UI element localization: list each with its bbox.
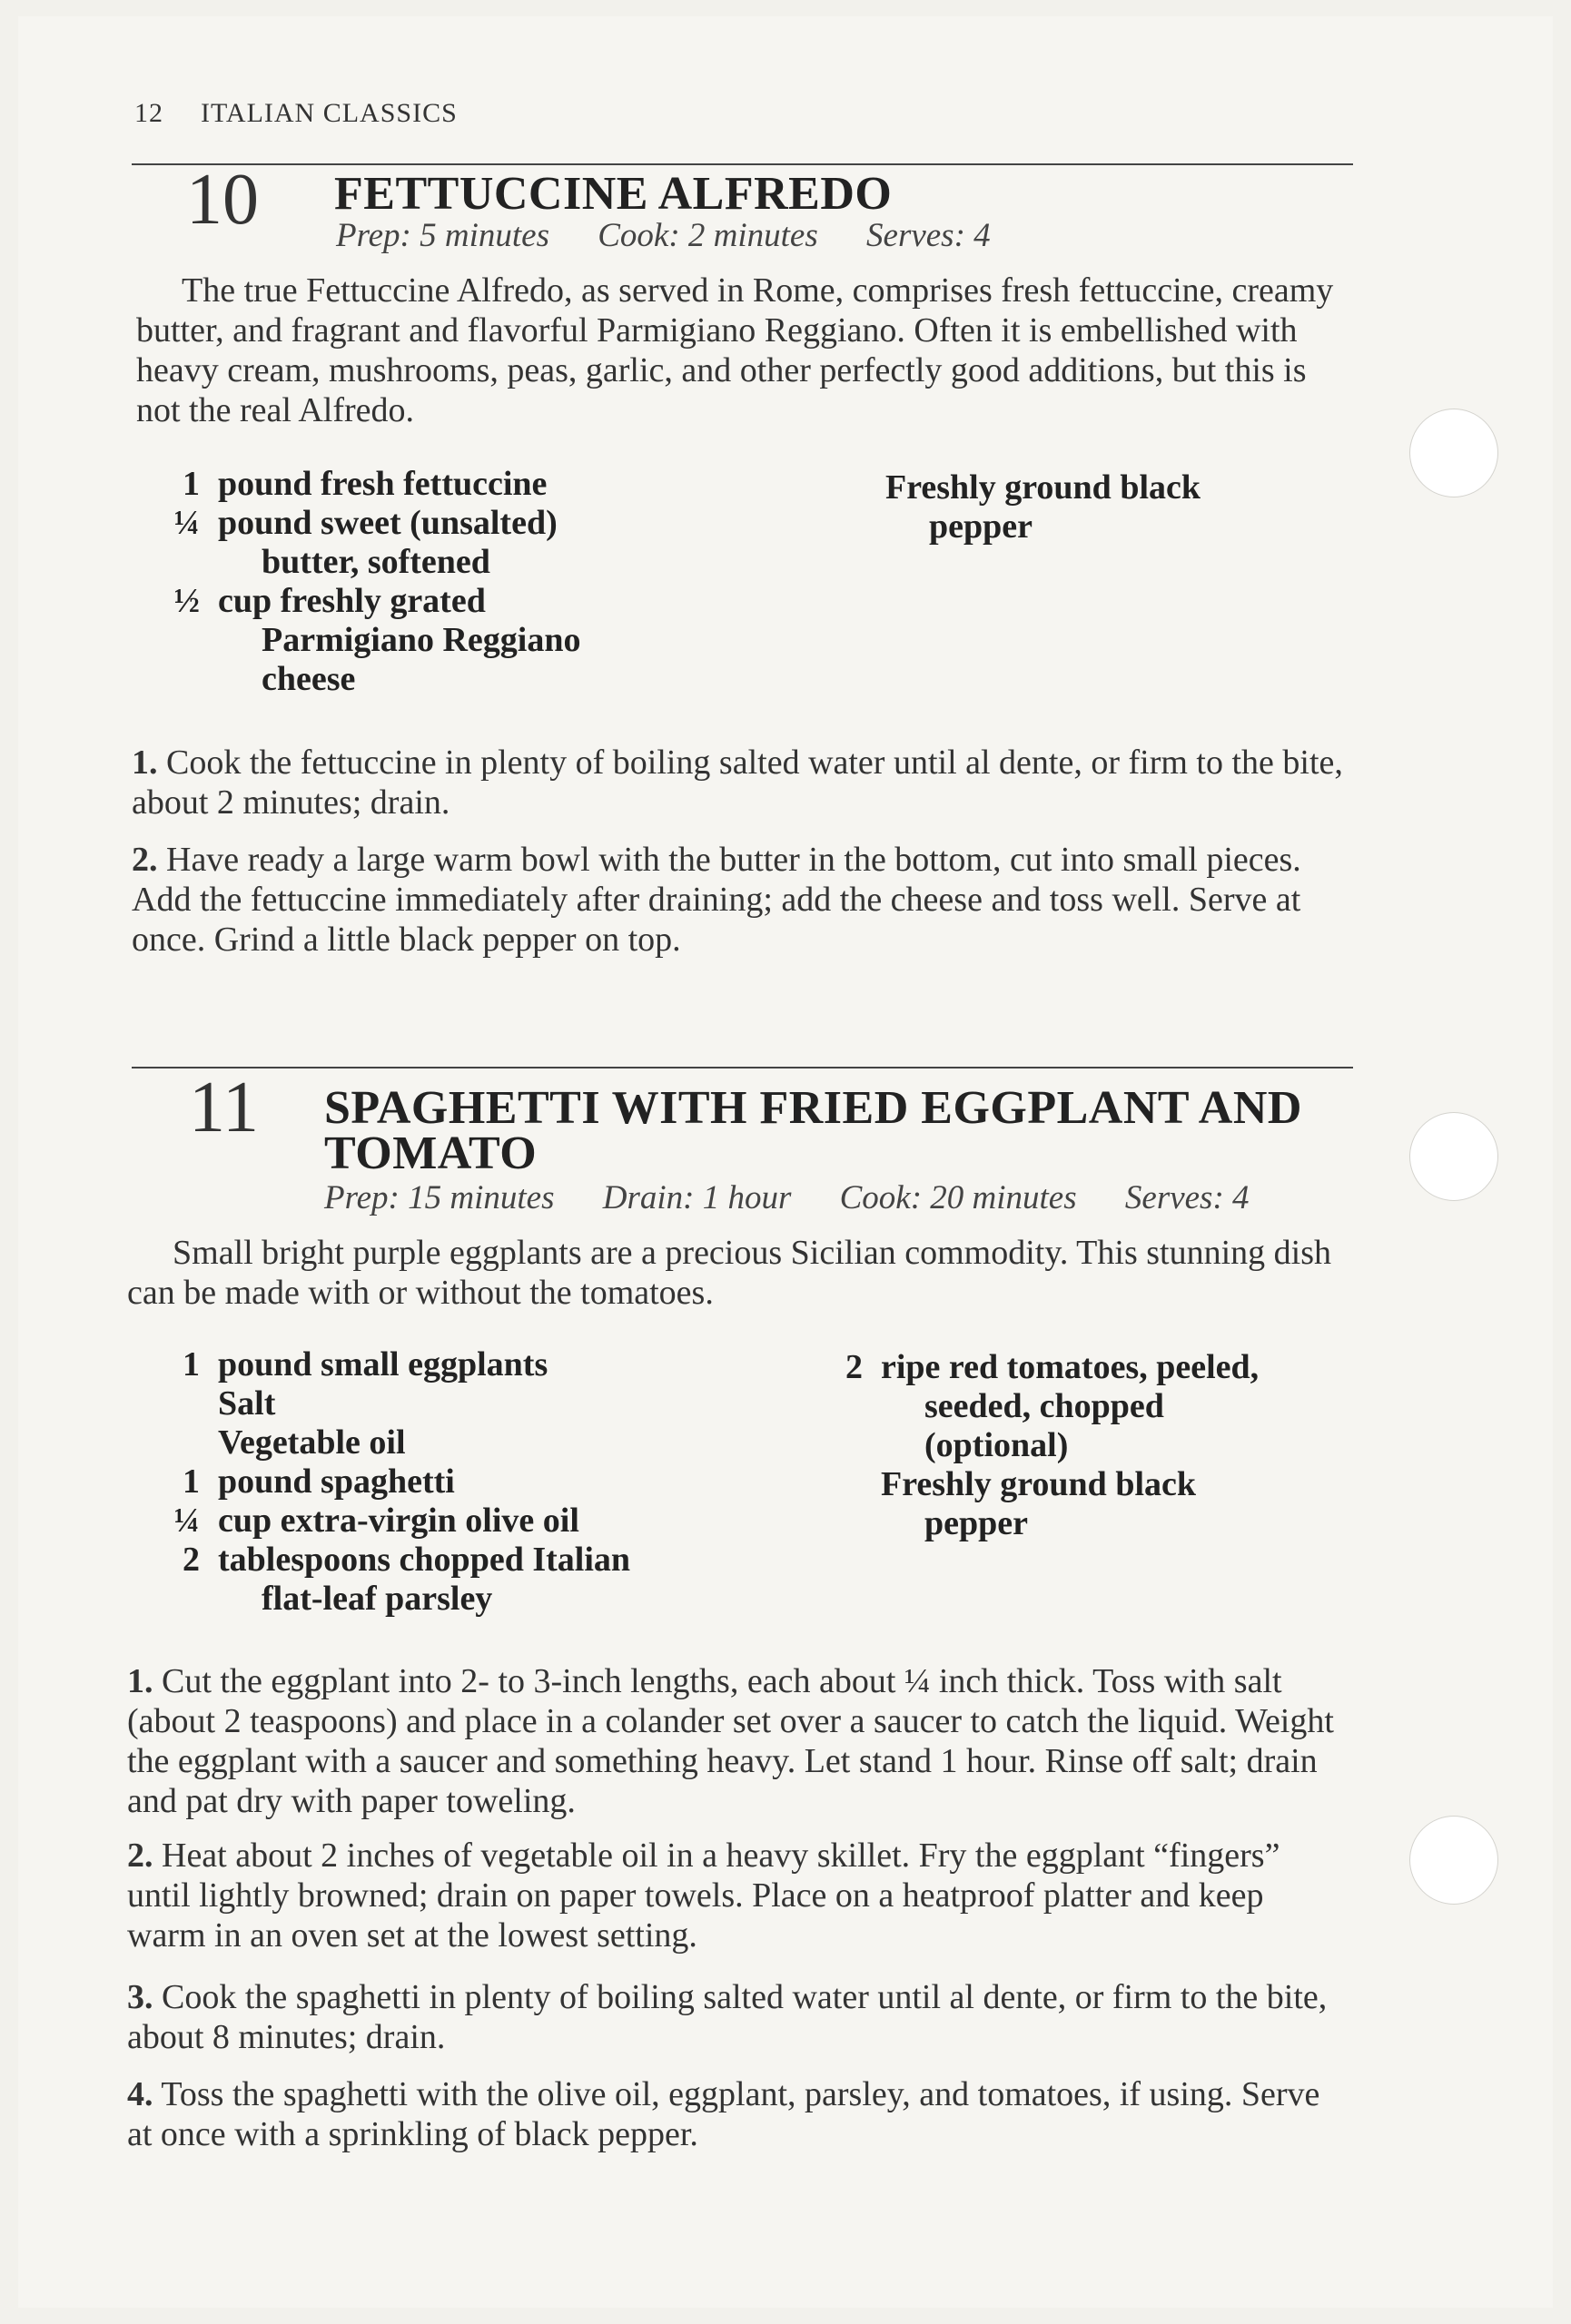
cook-time: Cook: 20 minutes [839,1179,1077,1216]
step-number: 2. [127,1837,153,1875]
ingredient-item [804,468,1312,547]
ingredient-text-continued: Parmigiano Reggiano [262,621,581,659]
ingredient-quantity: ½ [173,582,200,620]
ingredient-item [136,465,699,504]
prep-time: Prep: 5 minutes [336,217,549,254]
recipe-11-ingredients-left [136,1345,717,1619]
binder-hole-middle [1409,1112,1498,1201]
recipe-10-intro: The true Fettuccine Alfredo, as served in Rome, comprises fresh fettuccine, creamy butter, and fragrant and flavorful Parmigiano Reggiano. Often it is embellished with heavy cream, mushrooms, peas, garlic, and other perfectly good additions, but this is not the real Alfredo. [136,271,1334,429]
ingredient-text: Freshly ground black [885,468,1201,507]
ingredient-quantity: ¼ [173,504,200,542]
step-text: Cook the spaghetti in plenty of boiling salted water until al dente, or firm to the bite, about 8 minutes; drain. [127,1978,1328,2056]
step-number: 1. [127,1662,153,1700]
recipe-10-rule [132,163,1353,165]
servings: Serves: 4 [866,217,991,254]
ingredient-text: Salt [218,1384,276,1423]
section-title: ITALIAN CLASSICS [201,98,458,128]
recipe-11-title-line-2: TOMATO [324,1128,538,1179]
step-number: 3. [127,1978,153,2016]
step-text: Heat about 2 inches of vegetable oil in a heavy skillet. Fry the eggplant “fingers” until lightly browned; drain on paper towels. Place on a heatproof platter and keep warm in an oven set at the lowest setting. [127,1837,1280,1955]
binder-hole-top [1409,409,1498,497]
step-text: Toss the spaghetti with the olive oil, eggplant, parsley, and tomatoes, if using. Serve at once with a sprinkling of black pepper. [127,2075,1320,2153]
ingredient-item [136,1345,717,1384]
ingredient-item [136,1462,717,1502]
recipe-10-title: FETTUCCINE ALFREDO [334,168,893,220]
ingredient-text: ripe red tomatoes, peeled, [881,1348,1260,1386]
recipe-11-number: 11 [189,1068,260,1147]
recipe-11-step-2 [127,1836,1344,1955]
ingredient-item [136,1502,717,1541]
ingredient-text-continued: pepper [929,507,1033,546]
recipe-11-step-1 [127,1661,1344,1821]
ingredient-item [799,1465,1344,1543]
ingredient-text-continued: butter, softened [262,543,490,581]
step-number: 1. [132,743,158,782]
cook-time: Cook: 2 minutes [598,217,818,254]
ingredient-item [136,1384,717,1423]
ingredient-item [136,1541,717,1619]
ingredient-item [136,1423,717,1462]
ingredient-quantity: 1 [183,1462,200,1501]
step-text: Cook the fettuccine in plenty of boiling salted water until al dente, or firm to the bite, about 2 minutes; drain. [132,743,1343,822]
ingredient-text: pound fresh fettuccine [218,465,548,503]
ingredient-text: pound small eggplants [218,1345,548,1384]
recipe-11-intro: Small bright purple eggplants are a precious Sicilian commodity. This stunning dish can be made with or without the tomatoes. [127,1234,1331,1312]
recipe-10-ingredients-left [136,465,699,699]
recipe-10-step-1 [132,743,1349,822]
recipe-11-step-4 [127,2074,1344,2154]
ingredient-text: cup extra-virgin olive oil [218,1502,579,1540]
ingredient-text: pound sweet (unsalted) [218,504,558,542]
ingredient-quantity: 2 [183,1541,200,1579]
recipe-11-meta [324,1178,1289,1217]
servings: Serves: 4 [1124,1179,1250,1216]
step-number: 4. [127,2075,153,2113]
running-header [134,98,458,129]
ingredient-item [136,582,699,699]
step-text: Have ready a large warm bowl with the butter in the bottom, cut into small pieces. Add the fettuccine immediately after draining; add the cheese and toss well. Serve at once. Grind a little black pepper on top. [132,841,1301,959]
ingredient-text: Vegetable oil [218,1423,406,1462]
binder-hole-bottom [1409,1816,1498,1905]
recipe-10-number: 10 [186,160,259,240]
ingredient-text: tablespoons chopped Italian [218,1541,631,1579]
ingredient-text-continued: cheese [262,660,356,698]
ingredient-text: cup freshly grated [218,582,486,620]
step-number: 2. [132,841,158,879]
drain-time: Drain: 1 hour [602,1179,792,1216]
ingredient-item [136,504,699,582]
recipe-11-title-line-1: SPAGHETTI WITH FRIED EGGPLANT AND [324,1082,1302,1134]
recipe-11-rule [132,1067,1353,1068]
ingredient-text: pound spaghetti [218,1462,455,1501]
ingredient-text-continued: flat-leaf parsley [262,1580,493,1618]
recipe-11-ingredients-right [799,1348,1344,1543]
ingredient-quantity: 1 [183,1345,200,1384]
recipe-10-step-2 [132,840,1349,960]
ingredient-text-continued: seeded, chopped [924,1387,1164,1425]
step-text: Cut the eggplant into 2- to 3-inch lengths, each about ¼ inch thick. Toss with salt (about 2 teaspoons) and place in a colander set over a saucer to catch the liquid. Weight the eggplant with a saucer and something heavy. Let stand 1 hour. Rinse off salt; drain and pat dry with paper toweling. [127,1662,1334,1820]
recipe-10-ingredients-right [804,468,1312,547]
ingredient-quantity: 2 [845,1348,863,1386]
recipe-10-meta [336,216,1031,255]
ingredient-text-continued: (optional) [924,1426,1069,1464]
prep-time: Prep: 15 minutes [324,1179,555,1216]
ingredient-quantity: ¼ [173,1502,200,1540]
ingredient-item [799,1348,1344,1465]
ingredient-quantity: 1 [183,465,200,503]
page-number: 12 [134,98,163,128]
ingredient-text-continued: pepper [924,1504,1028,1542]
ingredient-text: Freshly ground black [881,1465,1197,1503]
recipe-11-step-3 [127,1977,1344,2057]
